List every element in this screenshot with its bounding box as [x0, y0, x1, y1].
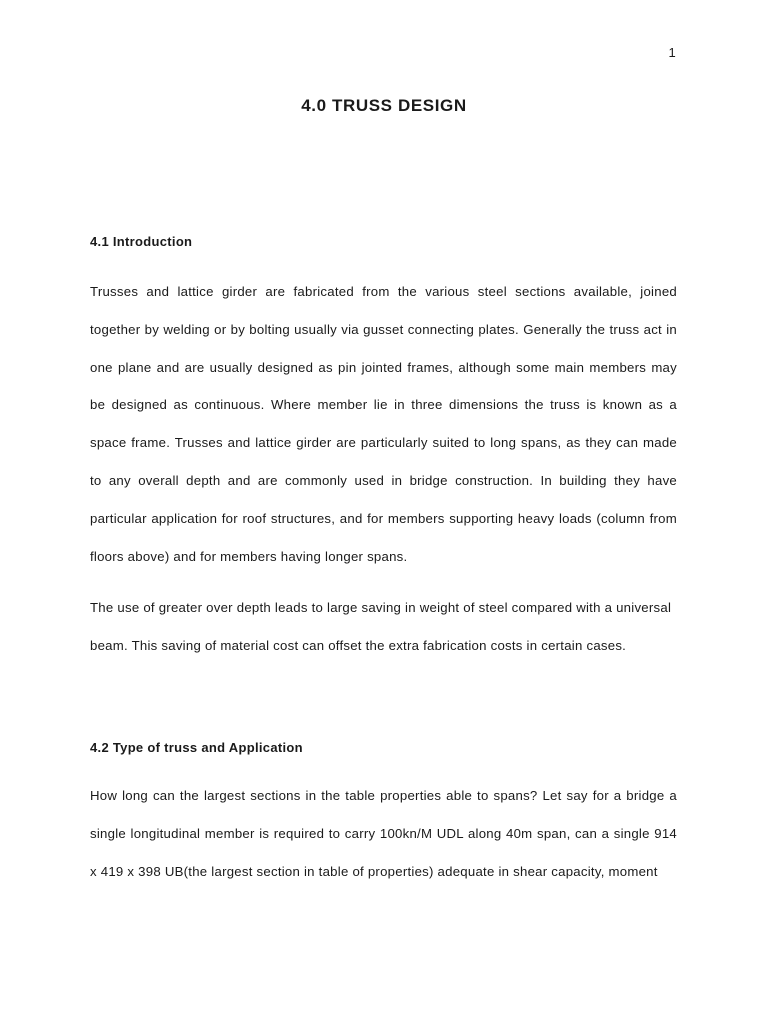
- introduction-paragraph-2: The use of greater over depth leads to large saving in weight of steel compared with a universal beam. This saving of material cost can offset the extra fabrication costs in certain cases.: [90, 600, 672, 653]
- page-number: 1: [668, 45, 676, 60]
- type-of-truss-paragraph-1: How long can the largest sections in the table properties able to spans? Let say for a bridge a single longitudinal member is required to carry 100kn/M UDL along 40m span, can a single 914 x 419 x 398 UB(the largest section in table of properties) adequate in shear capacity, moment: [90, 788, 677, 879]
- introduction-paragraph-1: Trusses and lattice girder are fabricated from the various steel sections available, joined together by welding or by bolting usually via gusset connecting plates. Generally the truss act in one plane and are usually designed as pin jointed frames, although some main members may be designed as continuous. Where member lie in three dimensions the truss is known as a space frame. Trusses and lattice girder are particularly suited to long spans, as they can made to any overall depth and are commonly used in bridge construction. In building they have particular application for roof structures, and for members supporting heavy loads (column from floors above) and for members having longer spans.: [90, 284, 677, 564]
- section-heading-type-of-truss: 4.2 Type of truss and Application: [90, 740, 303, 755]
- document-title: 4.0 TRUSS DESIGN: [301, 96, 467, 115]
- section-heading-introduction: 4.1 Introduction: [90, 234, 193, 249]
